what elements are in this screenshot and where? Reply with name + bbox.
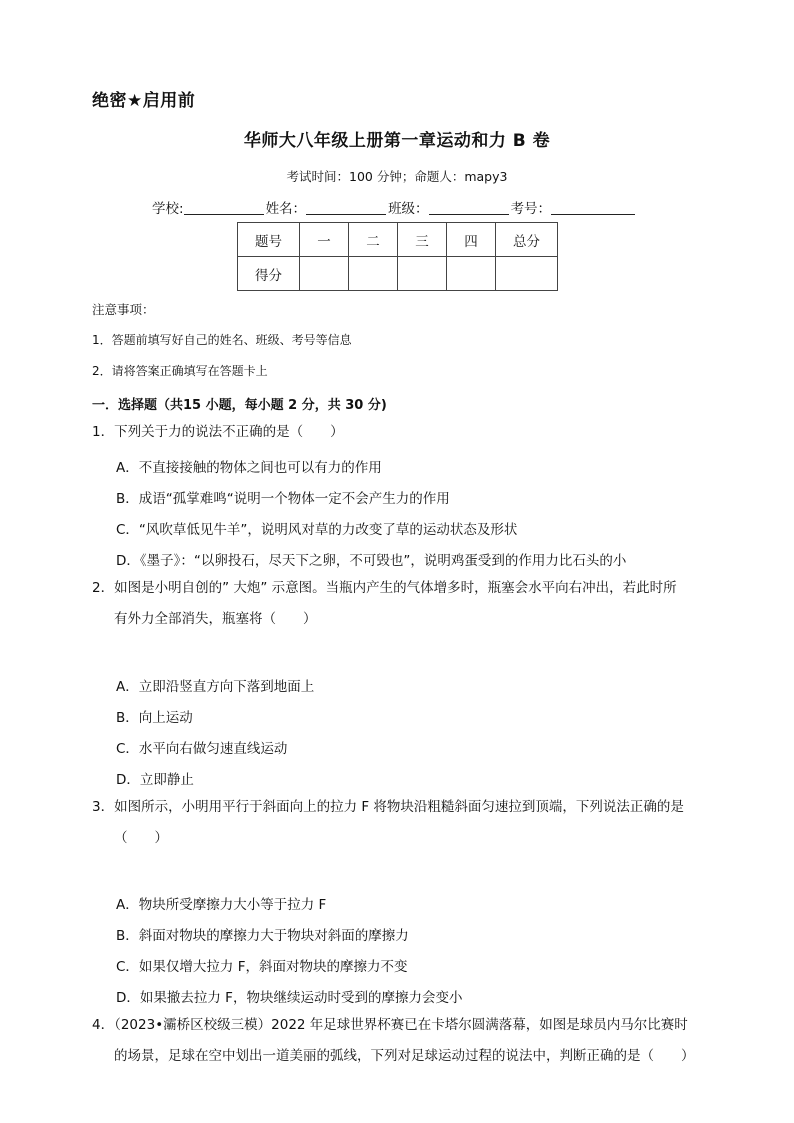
score-cell[interactable] [349,257,398,291]
note-item: 2．请将答案正确填写在答题卡上 [92,364,268,378]
question-stem: 1．下列关于力的说法不正确的是（ ） [92,424,344,440]
score-header-cell: 总分 [496,223,558,257]
option-a[interactable]: A．不直接接触的物体之间也可以有力的作用 [116,460,382,476]
option-b[interactable]: B．斜面对物块的摩擦力大于物块对斜面的摩擦力 [116,928,409,944]
exam-title: 华师大八年级上册第一章运动和力 B 卷 [243,131,551,151]
class-blank[interactable] [429,200,509,215]
score-table-score-row [238,257,558,291]
score-header-cell: 一 [300,223,349,257]
option-d[interactable]: D．立即静止 [116,772,194,788]
option-d[interactable]: D．《墨子》：“以卵投石，尽天下之卵，不可毁也”，说明鸡蛋受到的作用力比石头的小 [116,553,627,569]
secret-mark: 绝密★启用前 [92,91,196,111]
question-stem-continued: 有外力全部消失，瓶塞将（ ） [114,611,317,627]
question-stem: 3．如图所示，小明用平行于斜面向上的拉力 F 将物块沿粗糙斜面匀速拉到顶端，下列说法正确的是 [92,799,684,815]
score-row-label: 得分 [238,257,300,291]
option-c[interactable]: C．水平向右做匀速直线运动 [116,741,288,757]
option-c[interactable]: C．“风吹草低见牛羊”，说明风对草的力改变了草的运动状态及形状 [116,522,518,538]
exam-no-blank[interactable] [551,200,635,215]
question-stem: 4．（2023•灞桥区校级三模）2022 年足球世界杯赛已在卡塔尔圆满落幕，如图是球员内马尔比赛时 [92,1017,688,1033]
score-cell[interactable] [447,257,496,291]
score-header-cell: 二 [349,223,398,257]
student-info-fields [152,197,637,217]
score-header-cell: 题号 [238,223,300,257]
option-d[interactable]: D．如果撤去拉力 F，物块继续运动时受到的摩擦力会变小 [116,990,463,1006]
name-blank[interactable] [306,200,386,215]
question-stem: 2．如图是小明自创的” 大炮” 示意图。当瓶内产生的气体增多时，瓶塞会水平向右冲出，若此时所 [92,580,677,596]
option-a[interactable]: A．物块所受摩擦力大小等于拉力 F [116,897,327,913]
score-header-cell: 四 [447,223,496,257]
exam-info: 考试时间：100 分钟；命题人：mapy3 [286,169,508,184]
school-label: 学校: [152,201,184,217]
section-title: 一．选择题（共15 小题，每小题 2 分，共 30 分) [92,398,387,413]
question-stem-continued: （ ） [114,830,168,846]
notes-title: 注意事项： [92,302,155,317]
score-cell[interactable] [496,257,558,291]
name-label: 姓名： [265,201,307,217]
score-table [237,222,558,291]
option-a[interactable]: A．立即沿竖直方向下落到地面上 [116,679,315,695]
score-table-header-row [238,223,558,257]
option-b[interactable]: B．成语“孤掌难鸣“说明一个物体一定不会产生力的作用 [116,491,450,507]
score-cell[interactable] [398,257,447,291]
school-blank[interactable] [184,200,264,215]
option-b[interactable]: B．向上运动 [116,710,193,726]
score-header-cell: 三 [398,223,447,257]
note-item: 1．答题前填写好自己的姓名、班级、考号等信息 [92,333,352,347]
class-label: 班级： [388,201,429,217]
question-stem-continued: 的场景，足球在空中划出一道美丽的弧线，下列对足球运动过程的说法中，判断正确的是（ ） [114,1048,695,1064]
exam-no-label: 考号： [510,201,552,217]
option-c[interactable]: C．如果仅增大拉力 F，斜面对物块的摩擦力不变 [116,959,408,975]
score-cell[interactable] [300,257,349,291]
